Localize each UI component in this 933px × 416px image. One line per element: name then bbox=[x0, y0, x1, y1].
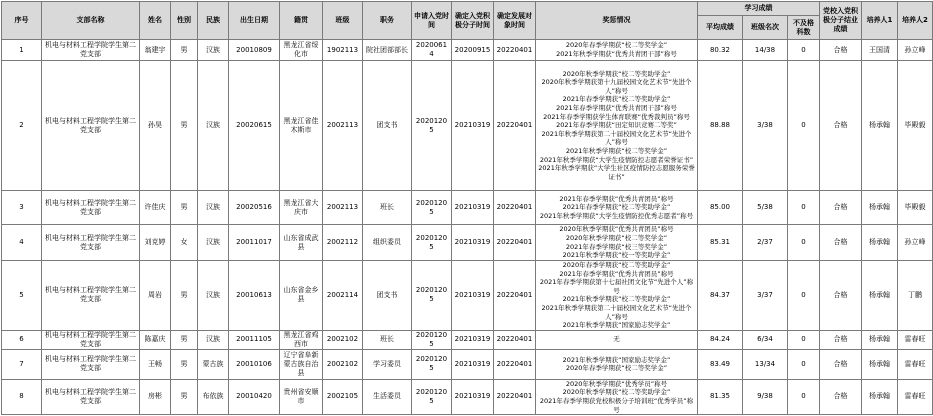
header-awards[interactable]: 奖惩情况 bbox=[536, 2, 698, 40]
table-row[interactable] bbox=[2, 330, 933, 349]
header-ethnicity[interactable]: 民族 bbox=[198, 2, 229, 40]
table-row[interactable] bbox=[2, 225, 933, 261]
cell-branch[interactable]: 机电与材料工程学院学生第二党支部 bbox=[42, 61, 140, 191]
cell-target-date[interactable]: 20220401 bbox=[494, 330, 536, 349]
cell-class-rank[interactable]: 13/34 bbox=[743, 349, 788, 379]
header-birth-date[interactable]: 出生日期 bbox=[229, 2, 280, 40]
cell-position[interactable]: 团支书 bbox=[363, 261, 412, 331]
cell-birth-date[interactable]: 20020516 bbox=[229, 191, 280, 225]
cell-name[interactable]: 王畅 bbox=[140, 349, 171, 379]
cell-name[interactable]: 房彬 bbox=[140, 379, 171, 414]
cell-native-place[interactable]: 山东省成武县 bbox=[280, 225, 323, 261]
cell-seq[interactable]: 5 bbox=[2, 261, 42, 331]
cell-trainer-1[interactable]: 杨承翰 bbox=[862, 330, 898, 349]
cell-position[interactable]: 生活委员 bbox=[363, 379, 412, 414]
cell-class-rank[interactable]: 5/38 bbox=[743, 191, 788, 225]
cell-birth-date[interactable]: 20010106 bbox=[229, 349, 280, 379]
cell-awards[interactable]: 2021年秋季学期获“国家励志奖学金” 2020年春季学期获“校二等奖学金” bbox=[536, 349, 698, 379]
cell-party-school[interactable]: 合格 bbox=[820, 40, 862, 61]
cell-average-score[interactable]: 83.49 bbox=[698, 349, 743, 379]
cell-class[interactable]: 2002102 bbox=[323, 349, 363, 379]
cell-awards[interactable]: 2020年秋季学期获“优秀共青团员”称号 2020年秋季学期获“校二等奖学金” 2021年春季学期获“校三等奖学金” 2021年秋季学期获“校一等奖助学金” bbox=[536, 225, 698, 261]
cell-failed-count[interactable]: 0 bbox=[788, 225, 820, 261]
cell-birth-date[interactable]: 20020615 bbox=[229, 61, 280, 191]
header-apply-date[interactable]: 申请入党时间 bbox=[412, 2, 452, 40]
header-average-score[interactable]: 平均成绩 bbox=[698, 16, 743, 40]
cell-gender[interactable]: 男 bbox=[171, 349, 198, 379]
cell-trainer-2[interactable]: 孙立峰 bbox=[898, 225, 933, 261]
candidate-sheet-table bbox=[1, 1, 933, 415]
cell-apply-date[interactable]: 20201205 bbox=[412, 330, 452, 349]
cell-party-school[interactable]: 合格 bbox=[820, 225, 862, 261]
cell-native-place[interactable]: 山东省金乡县 bbox=[280, 261, 323, 331]
header-class[interactable]: 班级 bbox=[323, 2, 363, 40]
header-position[interactable]: 职务 bbox=[363, 2, 412, 40]
cell-party-school[interactable]: 合格 bbox=[820, 330, 862, 349]
cell-trainer-2[interactable]: 毕殿毅 bbox=[898, 191, 933, 225]
cell-average-score[interactable]: 88.88 bbox=[698, 61, 743, 191]
cell-failed-count[interactable]: 0 bbox=[788, 191, 820, 225]
cell-seq[interactable]: 2 bbox=[2, 61, 42, 191]
cell-average-score[interactable]: 85.31 bbox=[698, 225, 743, 261]
cell-target-date[interactable]: 20220401 bbox=[494, 261, 536, 331]
cell-gender[interactable]: 男 bbox=[171, 379, 198, 414]
cell-average-score[interactable]: 81.35 bbox=[698, 379, 743, 414]
header-failed-count[interactable]: 不及格科数 bbox=[788, 16, 820, 40]
cell-activist-date[interactable]: 20210319 bbox=[452, 261, 494, 331]
cell-apply-date[interactable]: 20201205 bbox=[412, 261, 452, 331]
header-activist-date[interactable]: 确定入党积极分子时间 bbox=[452, 2, 494, 40]
cell-gender[interactable]: 男 bbox=[171, 61, 198, 191]
cell-seq[interactable]: 1 bbox=[2, 40, 42, 61]
cell-ethnicity[interactable]: 汉族 bbox=[198, 225, 229, 261]
cell-trainer-1[interactable]: 杨承翰 bbox=[862, 225, 898, 261]
cell-gender[interactable]: 男 bbox=[171, 191, 198, 225]
cell-class[interactable]: 2002102 bbox=[323, 330, 363, 349]
cell-position[interactable]: 班长 bbox=[363, 330, 412, 349]
cell-seq[interactable]: 4 bbox=[2, 225, 42, 261]
cell-gender[interactable]: 女 bbox=[171, 225, 198, 261]
cell-target-date[interactable]: 20220401 bbox=[494, 379, 536, 414]
cell-position[interactable]: 院社团部部长 bbox=[363, 40, 412, 61]
header-study-group[interactable]: 学习成绩 bbox=[698, 2, 820, 16]
cell-name[interactable]: 翁建宇 bbox=[140, 40, 171, 61]
header-native-place[interactable]: 籍贯 bbox=[280, 2, 323, 40]
table-row[interactable] bbox=[2, 349, 933, 379]
cell-apply-date[interactable]: 20200614 bbox=[412, 40, 452, 61]
cell-apply-date[interactable]: 20201205 bbox=[412, 349, 452, 379]
cell-name[interactable]: 周岩 bbox=[140, 261, 171, 331]
cell-awards[interactable]: 2020年秋季学期获“优秀学员”称号 2020年秋季学期获“校二等奖助学金” 2021年春季学期获党校积极分子培训班“优秀学员”称号 bbox=[536, 379, 698, 414]
header-trainer-2[interactable]: 培养人2 bbox=[898, 2, 933, 40]
cell-awards[interactable]: 无 bbox=[536, 330, 698, 349]
cell-name[interactable]: 刘克婷 bbox=[140, 225, 171, 261]
cell-average-score[interactable]: 84.37 bbox=[698, 261, 743, 331]
cell-class-rank[interactable]: 3/38 bbox=[743, 61, 788, 191]
cell-trainer-1[interactable]: 杨承翰 bbox=[862, 261, 898, 331]
cell-awards[interactable]: 2021年春季学期获“优秀共青团员”称号 2021年春季学期获“校二等奖助学金” 2021年秋季学期获“大学生疫情防控优秀志愿者”称号 bbox=[536, 191, 698, 225]
table-row[interactable] bbox=[2, 379, 933, 414]
cell-birth-date[interactable]: 20010613 bbox=[229, 261, 280, 331]
cell-trainer-2[interactable]: 雷春旺 bbox=[898, 330, 933, 349]
cell-gender[interactable]: 男 bbox=[171, 330, 198, 349]
cell-trainer-1[interactable]: 王国清 bbox=[862, 40, 898, 61]
cell-trainer-1[interactable]: 杨承翰 bbox=[862, 349, 898, 379]
table-row[interactable] bbox=[2, 61, 933, 191]
cell-average-score[interactable]: 85.00 bbox=[698, 191, 743, 225]
cell-party-school[interactable]: 合格 bbox=[820, 261, 862, 331]
cell-failed-count[interactable]: 0 bbox=[788, 379, 820, 414]
cell-party-school[interactable]: 合格 bbox=[820, 379, 862, 414]
cell-failed-count[interactable]: 0 bbox=[788, 40, 820, 61]
cell-party-school[interactable]: 合格 bbox=[820, 191, 862, 225]
cell-trainer-1[interactable]: 杨承翰 bbox=[862, 61, 898, 191]
cell-trainer-2[interactable]: 毕殿毅 bbox=[898, 61, 933, 191]
cell-native-place[interactable]: 辽宁省阜新蒙古族自治县 bbox=[280, 349, 323, 379]
header-target-date[interactable]: 确定发展对象时间 bbox=[494, 2, 536, 40]
cell-activist-date[interactable]: 20210319 bbox=[452, 225, 494, 261]
cell-native-place[interactable]: 黑龙江省大庆市 bbox=[280, 191, 323, 225]
cell-class[interactable]: 2002112 bbox=[323, 225, 363, 261]
cell-activist-date[interactable]: 20210319 bbox=[452, 61, 494, 191]
cell-native-place[interactable]: 黑龙江省鸡西市 bbox=[280, 330, 323, 349]
cell-ethnicity[interactable]: 汉族 bbox=[198, 40, 229, 61]
cell-party-school[interactable]: 合格 bbox=[820, 349, 862, 379]
cell-name[interactable]: 许佳庆 bbox=[140, 191, 171, 225]
cell-birth-date[interactable]: 20011105 bbox=[229, 330, 280, 349]
cell-seq[interactable]: 7 bbox=[2, 349, 42, 379]
cell-target-date[interactable]: 20220401 bbox=[494, 225, 536, 261]
cell-activist-date[interactable]: 20210319 bbox=[452, 349, 494, 379]
cell-gender[interactable]: 男 bbox=[171, 261, 198, 331]
header-name[interactable]: 姓名 bbox=[140, 2, 171, 40]
cell-awards[interactable]: 2020年秋季学期获“校二等奖助学金” 2020年秋季学期获第十九届校园文化艺术节“先进个人”称号 2021年春季学期获“校二等奖助学金” 2021年春季学期获“优秀共青团干部”称号 2021年春季学期获学生体育联赛“优秀裁判员”称号 2021年春季学期获“田定知识竞赛二等奖” 2021年秋季学期获第二十届校园文化艺术节“先进个人”称号 2021年秋季学期获“校二等奖学金” 2021年秋季学期获“大学生疫情防控志愿者荣誉证书” 2021年秋季学期获“大学生社区疫情防控志愿服务荣誉证书” bbox=[536, 61, 698, 191]
cell-branch[interactable]: 机电与材料工程学院学生第二党支部 bbox=[42, 349, 140, 379]
cell-activist-date[interactable]: 20210319 bbox=[452, 191, 494, 225]
header-branch[interactable]: 支部名称 bbox=[42, 2, 140, 40]
table-row[interactable] bbox=[2, 191, 933, 225]
cell-position[interactable]: 组织委员 bbox=[363, 225, 412, 261]
cell-branch[interactable]: 机电与材料工程学院学生第二党支部 bbox=[42, 191, 140, 225]
cell-ethnicity[interactable]: 汉族 bbox=[198, 330, 229, 349]
cell-apply-date[interactable]: 20201205 bbox=[412, 191, 452, 225]
cell-activist-date[interactable]: 20210319 bbox=[452, 330, 494, 349]
header-trainer-1[interactable]: 培养人1 bbox=[862, 2, 898, 40]
cell-birth-date[interactable]: 20011017 bbox=[229, 225, 280, 261]
cell-trainer-2[interactable]: 丁鹏 bbox=[898, 261, 933, 331]
cell-class-rank[interactable]: 6/34 bbox=[743, 330, 788, 349]
cell-gender[interactable]: 男 bbox=[171, 40, 198, 61]
cell-failed-count[interactable]: 0 bbox=[788, 349, 820, 379]
cell-apply-date[interactable]: 20201205 bbox=[412, 379, 452, 414]
cell-ethnicity[interactable]: 汉族 bbox=[198, 191, 229, 225]
cell-target-date[interactable]: 20220401 bbox=[494, 349, 536, 379]
cell-class[interactable]: 2002105 bbox=[323, 379, 363, 414]
header-row-1 bbox=[2, 2, 933, 16]
cell-ethnicity[interactable]: 汉族 bbox=[198, 261, 229, 331]
cell-apply-date[interactable]: 20201205 bbox=[412, 225, 452, 261]
cell-class[interactable]: 1902113 bbox=[323, 40, 363, 61]
cell-native-place[interactable]: 黑龙江省佳木斯市 bbox=[280, 61, 323, 191]
cell-class[interactable]: 2002114 bbox=[323, 261, 363, 331]
cell-native-place[interactable]: 黑龙江省绥化市 bbox=[280, 40, 323, 61]
cell-position[interactable]: 学习委员 bbox=[363, 349, 412, 379]
cell-target-date[interactable]: 20220401 bbox=[494, 191, 536, 225]
cell-class-rank[interactable]: 2/37 bbox=[743, 225, 788, 261]
cell-awards[interactable]: 2020年春季学期获“校二等奖学金” 2021年秋季学期获“优秀共青团干部”称号 bbox=[536, 40, 698, 61]
cell-ethnicity[interactable]: 布依族 bbox=[198, 379, 229, 414]
cell-class[interactable]: 2002113 bbox=[323, 61, 363, 191]
cell-trainer-2[interactable]: 雷春旺 bbox=[898, 379, 933, 414]
cell-branch[interactable]: 机电与材料工程学院学生第二党支部 bbox=[42, 40, 140, 61]
cell-seq[interactable]: 3 bbox=[2, 191, 42, 225]
header-gender[interactable]: 性别 bbox=[171, 2, 198, 40]
cell-native-place[interactable]: 贵州省安顺市 bbox=[280, 379, 323, 414]
cell-apply-date[interactable]: 20201205 bbox=[412, 61, 452, 191]
cell-awards[interactable]: 2020年春季学期获“校二等奖助学金” 2021年春季学期获“优秀共青团员”称号 2021年春季学期获第十七届社团文化节“先进个人”称号 2021年秋季学期获“校二等奖助学金” 2021年秋季学期获第二十届校园文化艺术节“先进个人”称号 2021年秋季学期获“国家励志奖学金” bbox=[536, 261, 698, 331]
cell-target-date[interactable]: 20220401 bbox=[494, 61, 536, 191]
cell-failed-count[interactable]: 0 bbox=[788, 330, 820, 349]
cell-branch[interactable]: 机电与材料工程学院学生第二党支部 bbox=[42, 330, 140, 349]
cell-branch[interactable]: 机电与材料工程学院学生第二党支部 bbox=[42, 379, 140, 414]
cell-name[interactable]: 陈嘉庆 bbox=[140, 330, 171, 349]
cell-seq[interactable]: 6 bbox=[2, 330, 42, 349]
cell-activist-date[interactable]: 20200915 bbox=[452, 40, 494, 61]
cell-average-score[interactable]: 84.24 bbox=[698, 330, 743, 349]
cell-branch[interactable]: 机电与材料工程学院学生第二党支部 bbox=[42, 261, 140, 331]
cell-birth-date[interactable]: 20010420 bbox=[229, 379, 280, 414]
cell-trainer-1[interactable]: 杨承翰 bbox=[862, 379, 898, 414]
table-row[interactable] bbox=[2, 261, 933, 331]
header-party-school[interactable]: 党校入党积极分子结业成绩 bbox=[820, 2, 862, 40]
cell-seq[interactable]: 8 bbox=[2, 379, 42, 414]
cell-class-rank[interactable]: 9/38 bbox=[743, 379, 788, 414]
cell-ethnicity[interactable]: 汉族 bbox=[198, 61, 229, 191]
cell-failed-count[interactable]: 0 bbox=[788, 61, 820, 191]
cell-failed-count[interactable]: 0 bbox=[788, 261, 820, 331]
cell-class-rank[interactable]: 14/38 bbox=[743, 40, 788, 61]
cell-branch[interactable]: 机电与材料工程学院学生第二党支部 bbox=[42, 225, 140, 261]
table-row[interactable] bbox=[2, 40, 933, 61]
cell-position[interactable]: 团支书 bbox=[363, 61, 412, 191]
cell-name[interactable]: 孙昊 bbox=[140, 61, 171, 191]
cell-position[interactable]: 班长 bbox=[363, 191, 412, 225]
cell-class-rank[interactable]: 3/37 bbox=[743, 261, 788, 331]
header-seq[interactable]: 序号 bbox=[2, 2, 42, 40]
header-class-rank[interactable]: 班级名次 bbox=[743, 16, 788, 40]
cell-average-score[interactable]: 80.32 bbox=[698, 40, 743, 61]
cell-birth-date[interactable]: 20010809 bbox=[229, 40, 280, 61]
cell-trainer-2[interactable]: 雷春旺 bbox=[898, 349, 933, 379]
cell-trainer-2[interactable]: 孙立峰 bbox=[898, 40, 933, 61]
cell-ethnicity[interactable]: 蒙古族 bbox=[198, 349, 229, 379]
cell-party-school[interactable]: 合格 bbox=[820, 61, 862, 191]
cell-trainer-1[interactable]: 杨承翰 bbox=[862, 191, 898, 225]
cell-target-date[interactable]: 20220401 bbox=[494, 40, 536, 61]
cell-class[interactable]: 2002113 bbox=[323, 191, 363, 225]
cell-activist-date[interactable]: 20210319 bbox=[452, 379, 494, 414]
